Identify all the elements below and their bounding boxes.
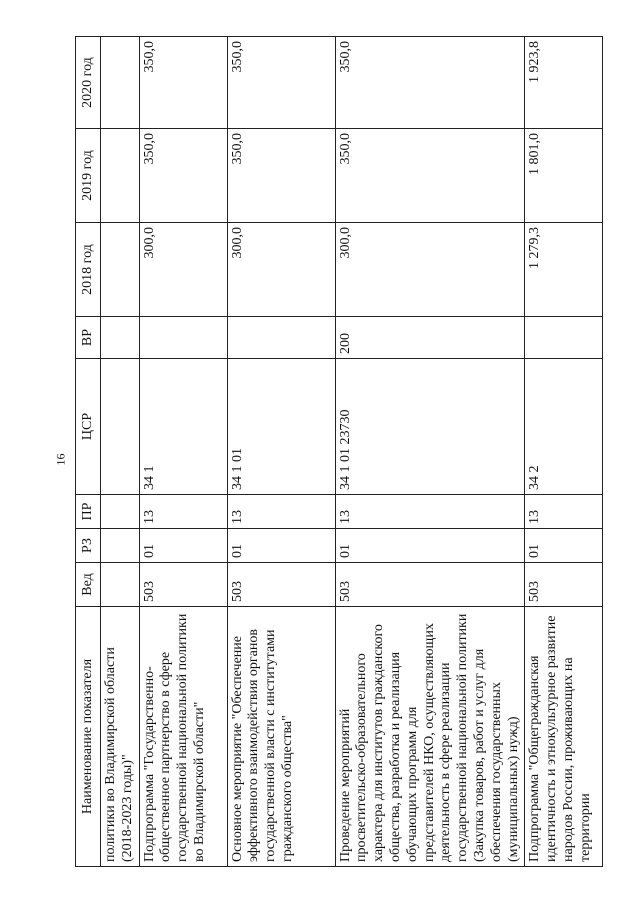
page-number: 16: [53, 453, 68, 466]
budget-table-rotated: [75, 37, 593, 867]
row-name: Подпрограмма "Государственно-общественное партнерство в сфере государственной национальной политики во Владимирской области": [139, 607, 227, 867]
row-name: Подпрограмма "Общегражданская идентичность и этнокультурное развитие народов России, проживающих на территории: [525, 607, 603, 867]
row-2020: 350,0: [139, 37, 227, 129]
row-csr: 34 1 01: [227, 359, 335, 495]
row-csr: 34 1 01 23730: [335, 359, 525, 495]
budget-table: [75, 36, 603, 867]
row-2020: 1 923,8: [525, 37, 603, 129]
row-rz: 01: [335, 529, 525, 563]
header-rz: РЗ: [76, 529, 101, 563]
row-vr: [139, 317, 227, 359]
row-2018: 300,0: [335, 223, 525, 317]
row-vr: [101, 317, 140, 359]
row-ved: 503: [139, 563, 227, 607]
table-row: [227, 37, 335, 867]
row-2020: [101, 37, 140, 129]
table-row: [525, 37, 603, 867]
row-vr: [525, 317, 603, 359]
row-2019: 350,0: [335, 129, 525, 223]
header-ved: Вед: [76, 563, 101, 607]
row-ved: 503: [525, 563, 603, 607]
row-rz: [101, 529, 140, 563]
row-pr: 13: [525, 495, 603, 529]
row-pr: 13: [227, 495, 335, 529]
row-2019: [101, 129, 140, 223]
row-vr: 200: [335, 317, 525, 359]
row-2018: [101, 223, 140, 317]
row-2019: 350,0: [139, 129, 227, 223]
header-vr: ВР: [76, 317, 101, 359]
row-ved: [101, 563, 140, 607]
row-rz: 01: [227, 529, 335, 563]
row-vr: [227, 317, 335, 359]
row-2018: 1 279,3: [525, 223, 603, 317]
row-ved: 503: [335, 563, 525, 607]
row-2020: 350,0: [227, 37, 335, 129]
row-csr: [101, 359, 140, 495]
row-2019: 1 801,0: [525, 129, 603, 223]
row-csr: 34 2: [525, 359, 603, 495]
row-pr: 13: [139, 495, 227, 529]
header-2019: 2019 год: [76, 129, 101, 223]
row-ved: 503: [227, 563, 335, 607]
row-2019: 350,0: [227, 129, 335, 223]
header-2018: 2018 год: [76, 223, 101, 317]
row-name: Проведение мероприятий просветительско-образовательного характера для институтов гражданского общества, разработка и реализация обучающих программ для представителей НКО, осуществляющих деятельность в сфере реализации государственной национальной политики (Закупка товаров, работ и услуг для обеспечения государственных (муниципальных) нужд): [335, 607, 525, 867]
header-pr: ПР: [76, 495, 101, 529]
table-row: [101, 37, 140, 867]
table-row: [335, 37, 525, 867]
row-pr: 13: [335, 495, 525, 529]
header-row: [76, 37, 101, 867]
row-2018: 300,0: [227, 223, 335, 317]
row-2018: 300,0: [139, 223, 227, 317]
row-2020: 350,0: [335, 37, 525, 129]
row-rz: 01: [139, 529, 227, 563]
row-name: Основное мероприятие "Обеспечение эффективного взаимодействия органов государственной власти с институтами гражданского общества": [227, 607, 335, 867]
row-name: политики во Владимирской области (2018-2023 годы)": [101, 607, 140, 867]
header-csr: ЦСР: [76, 359, 101, 495]
row-csr: 34 1: [139, 359, 227, 495]
row-pr: [101, 495, 140, 529]
row-rz: 01: [525, 529, 603, 563]
header-name: Наименование показателя: [76, 607, 101, 867]
header-2020: 2020 год: [76, 37, 101, 129]
table-row: [139, 37, 227, 867]
